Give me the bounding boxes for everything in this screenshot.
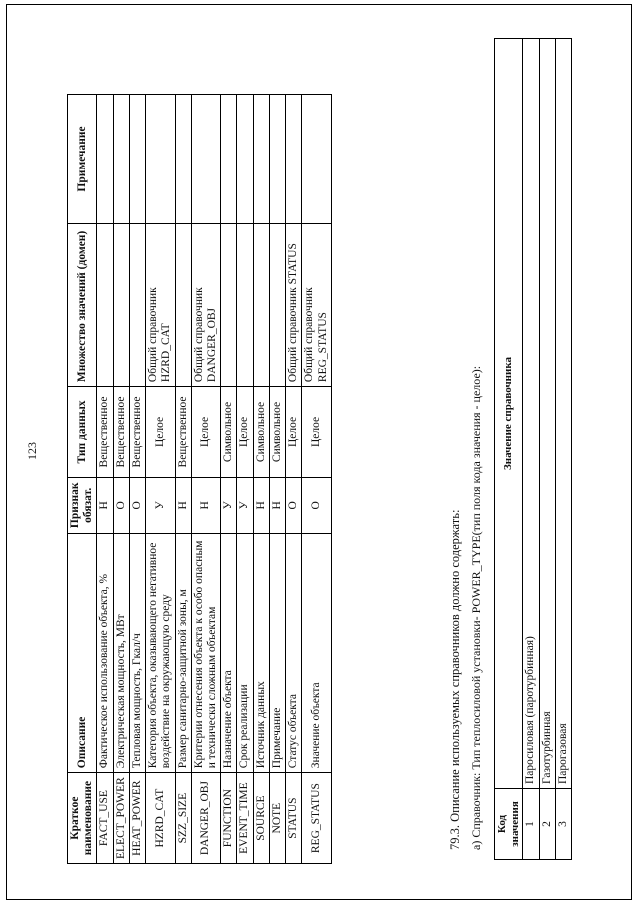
data-type-cell: Целое xyxy=(286,387,302,478)
description-cell: Категория объекта, оказывающего негативное воздействие на окружающую среду xyxy=(146,533,175,773)
short-name-cell: HEAT_POWER xyxy=(129,773,145,864)
description-cell: Размер санитарно-защитной зоны, м xyxy=(175,533,191,773)
description-cell: Электрическая мощность, МВт xyxy=(113,533,129,773)
header-description: Описание xyxy=(68,533,97,773)
data-type-cell: Символьное xyxy=(269,387,285,478)
data-type-cell: Вещественное xyxy=(129,387,145,478)
domain-cell xyxy=(237,223,253,386)
data-type-cell: Вещественное xyxy=(175,387,191,478)
attributes-table xyxy=(67,94,332,864)
note-cell xyxy=(191,95,220,224)
note-cell xyxy=(237,95,253,224)
domain-cell xyxy=(175,223,191,386)
description-cell: Статус объекта xyxy=(286,533,302,773)
short-name-cell: EVENT_TIME xyxy=(237,773,253,864)
rotated-page-content xyxy=(25,38,615,868)
data-type-cell: Целое xyxy=(302,387,331,478)
description-cell: Срок реализации xyxy=(237,533,253,773)
required-cell: О xyxy=(129,477,145,533)
table-row xyxy=(302,95,331,864)
table-row xyxy=(113,95,129,864)
short-name-cell: HZRD_CAT xyxy=(146,773,175,864)
required-cell: О xyxy=(302,477,331,533)
data-type-cell: Вещественное xyxy=(113,387,129,478)
short-name-cell: FUNCTION xyxy=(221,773,237,864)
header-code: Код значения xyxy=(495,789,523,860)
required-cell: О xyxy=(113,477,129,533)
short-name-cell: ELECT_POWER xyxy=(113,773,129,864)
table-row xyxy=(269,95,285,864)
required-cell: У xyxy=(237,477,253,533)
domain-cell xyxy=(113,223,129,386)
required-cell: О xyxy=(286,477,302,533)
table-row xyxy=(237,95,253,864)
data-type-cell: Символьное xyxy=(221,387,237,478)
required-cell: Н xyxy=(97,477,113,533)
short-name-cell: STATUS xyxy=(286,773,302,864)
domain-cell: Общий справочник DANGER_OBJ xyxy=(191,223,220,386)
description-cell: Источник данных xyxy=(253,533,269,773)
table-row xyxy=(175,95,191,864)
required-cell: У xyxy=(146,477,175,533)
note-cell xyxy=(175,95,191,224)
value-cell: Газотурбинная xyxy=(539,39,555,789)
value-cell: Парогазовая xyxy=(555,39,571,789)
power-type-table xyxy=(494,38,572,860)
note-cell xyxy=(146,95,175,224)
domain-cell xyxy=(97,223,113,386)
header-short-name: Краткое наименование xyxy=(68,773,97,864)
note-cell xyxy=(113,95,129,224)
table-row xyxy=(539,39,555,860)
data-type-cell: Целое xyxy=(146,387,175,478)
header-value: Значение справочника xyxy=(495,39,523,789)
domain-cell xyxy=(269,223,285,386)
note-cell xyxy=(286,95,302,224)
table-row xyxy=(97,95,113,864)
value-cell: Паросиловая (паротурбинная) xyxy=(523,39,539,789)
description-cell: Критерии отнесения объекта к особо опасным и технически сложным объектам xyxy=(191,533,220,773)
required-cell: У xyxy=(221,477,237,533)
table-row xyxy=(221,95,237,864)
data-type-cell: Вещественное xyxy=(97,387,113,478)
required-cell: Н xyxy=(253,477,269,533)
domain-cell xyxy=(221,223,237,386)
short-name-cell: SOURCE xyxy=(253,773,269,864)
domain-cell xyxy=(129,223,145,386)
table-row xyxy=(555,39,571,860)
short-name-cell: NOTE xyxy=(269,773,285,864)
page-number: 123 xyxy=(25,442,39,460)
description-cell: Назначение объекта xyxy=(221,533,237,773)
table-row xyxy=(146,95,175,864)
table-row xyxy=(286,95,302,864)
short-name-cell: REG_STATUS xyxy=(302,773,331,864)
header-required: Признак обязат. xyxy=(68,477,97,533)
description-cell: Фактическое использование объекта, % xyxy=(97,533,113,773)
note-cell xyxy=(97,95,113,224)
table-row xyxy=(523,39,539,860)
power-type-table-header xyxy=(495,39,523,860)
note-cell xyxy=(253,95,269,224)
header-domain: Множество значений (домен) xyxy=(68,223,97,386)
description-cell: Значение объекта xyxy=(302,533,331,773)
table-row xyxy=(191,95,220,864)
code-cell: 1 xyxy=(523,789,539,860)
domain-cell: Общий справочник REG_STATUS xyxy=(302,223,331,386)
data-type-cell: Целое xyxy=(191,387,220,478)
description-cell: Примечание xyxy=(269,533,285,773)
short-name-cell: DANGER_OBJ xyxy=(191,773,220,864)
data-type-cell: Целое xyxy=(237,387,253,478)
short-name-cell: FACT_USE xyxy=(97,773,113,864)
table-row xyxy=(129,95,145,864)
description-cell: Тепловая мощность, Гкал/ч xyxy=(129,533,145,773)
short-name-cell: SZZ_SIZE xyxy=(175,773,191,864)
domain-cell xyxy=(253,223,269,386)
required-cell: Н xyxy=(175,477,191,533)
code-cell: 3 xyxy=(555,789,571,860)
code-cell: 2 xyxy=(539,789,555,860)
attributes-table-header xyxy=(68,95,97,864)
required-cell: Н xyxy=(191,477,220,533)
subsection-paragraph: а) Справочник: Тип теплосиловой установки- POWER_TYPE(тип поля кода значения - целое): xyxy=(469,365,483,850)
table-row xyxy=(253,95,269,864)
domain-cell: Общий справочник HZRD_CAT xyxy=(146,223,175,386)
header-data-type: Тип данных xyxy=(68,387,97,478)
note-cell xyxy=(269,95,285,224)
section-paragraph: 79.3. Описание используемых справочников должно содержать: xyxy=(448,509,462,850)
note-cell xyxy=(129,95,145,224)
note-cell xyxy=(302,95,331,224)
required-cell: Н xyxy=(269,477,285,533)
domain-cell: Общий справочник STATUS xyxy=(286,223,302,386)
note-cell xyxy=(221,95,237,224)
header-note: Примечание xyxy=(68,95,97,224)
data-type-cell: Символьное xyxy=(253,387,269,478)
